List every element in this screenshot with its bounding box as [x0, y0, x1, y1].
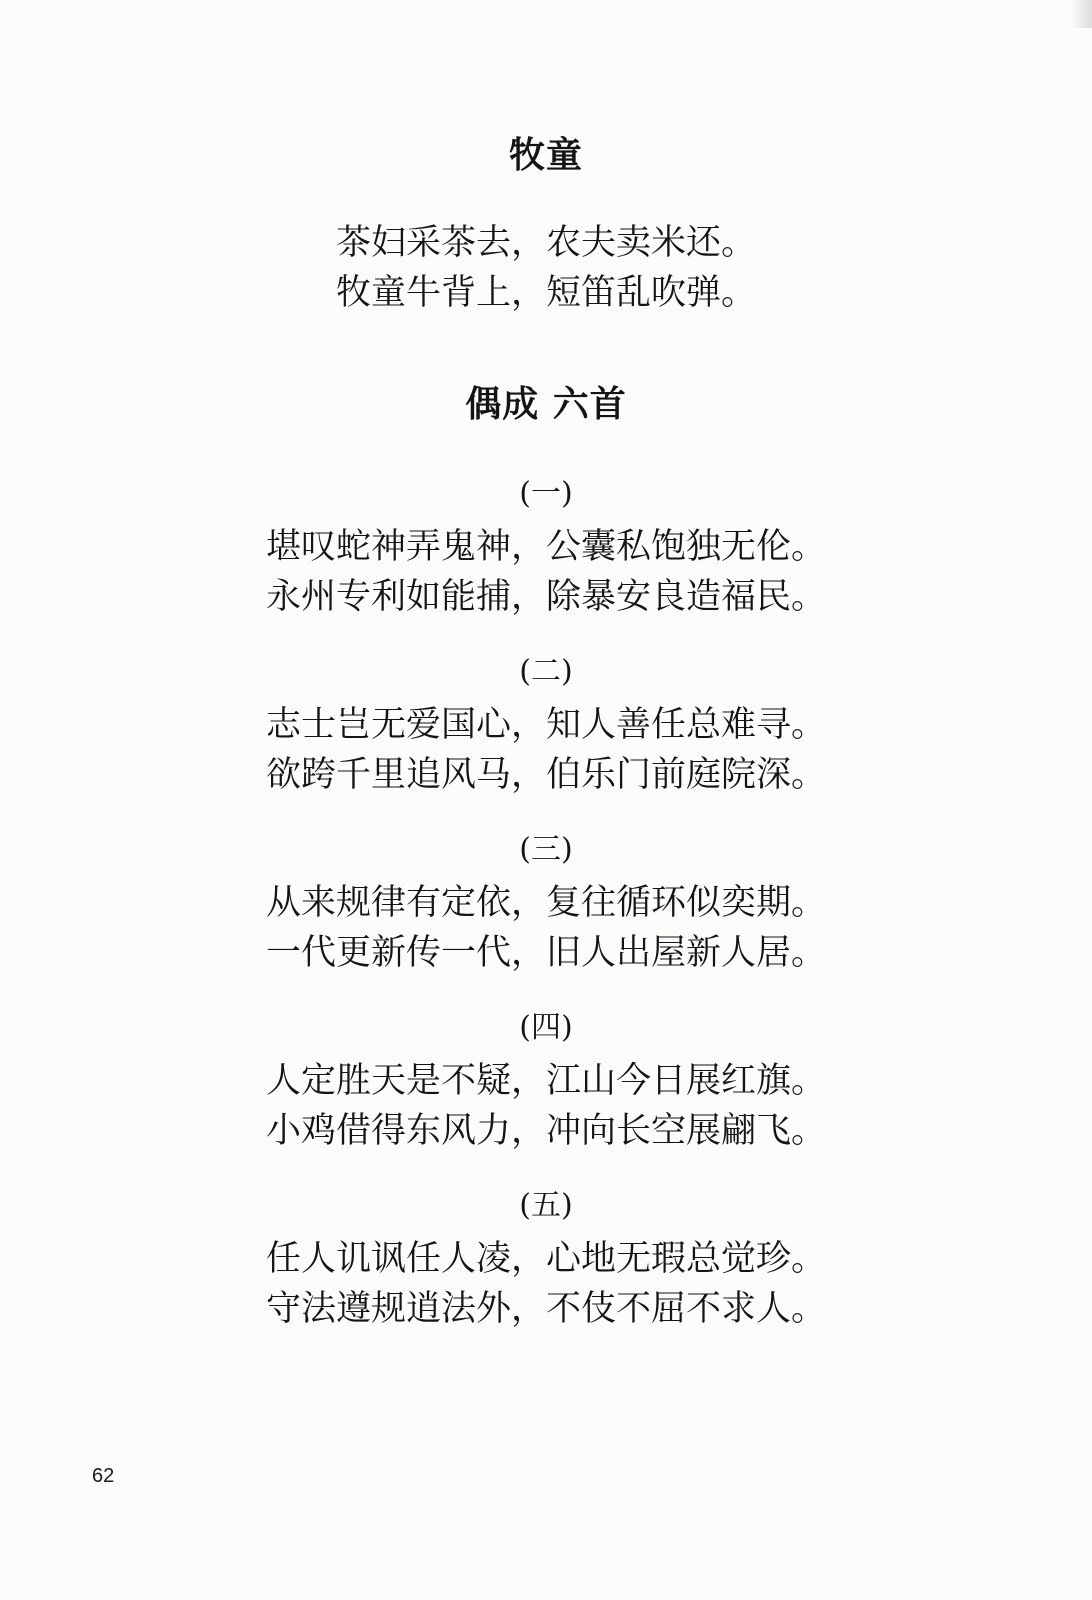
scan-edge-shadow	[1070, 0, 1092, 28]
poem-line: 一代更新传一代，旧人出屋新人居。	[265, 933, 826, 973]
poem-line: 志士岂无爱国心，知人善任总难寻。	[265, 705, 826, 745]
poem-line: 人定胜天是不疑，江山今日展红旗。	[265, 1061, 826, 1101]
poem-line: 从来规律有定依，复往循环似奕期。	[265, 883, 826, 923]
poem-title-mutong: 牧童	[508, 135, 583, 176]
poem-line: 牧童牛背上，短笛乱吹弹。	[335, 273, 756, 313]
page-number: 62	[92, 1465, 115, 1487]
poem-line: 小鸡借得东风力，冲向长空展翩飞。	[265, 1111, 826, 1151]
poem-body-mutong	[0, 218, 1092, 318]
poem-line: 堪叹蛇神弄鬼神，公囊私饱独无伦。	[265, 527, 826, 567]
poem-line: 永州专利如能捕，除暴安良造福民。	[265, 577, 826, 617]
section-number: (三)	[519, 832, 573, 867]
poem-line: 任人讥讽任人凌，心地无瑕总觉珍。	[265, 1239, 826, 1279]
poem-section-4	[0, 1008, 1092, 1156]
section-number: (二)	[519, 654, 573, 689]
poem-line: 欲跨千里追风马，伯乐门前庭院深。	[265, 755, 826, 795]
section-number: (一)	[519, 476, 573, 511]
poem-section-3	[0, 830, 1092, 978]
poem-section-2	[0, 652, 1092, 800]
poem-section-5	[0, 1186, 1092, 1334]
poem-section-1	[0, 474, 1092, 622]
section-number: (五)	[519, 1188, 573, 1223]
section-number: (四)	[519, 1010, 573, 1045]
poem-line: 守法遵规逍法外，不伎不屈不求人。	[265, 1289, 826, 1329]
poem-line: 茶妇采茶去，农夫卖米还。	[335, 223, 756, 263]
poem-title-oucheng: 偶成 六首	[465, 384, 627, 425]
